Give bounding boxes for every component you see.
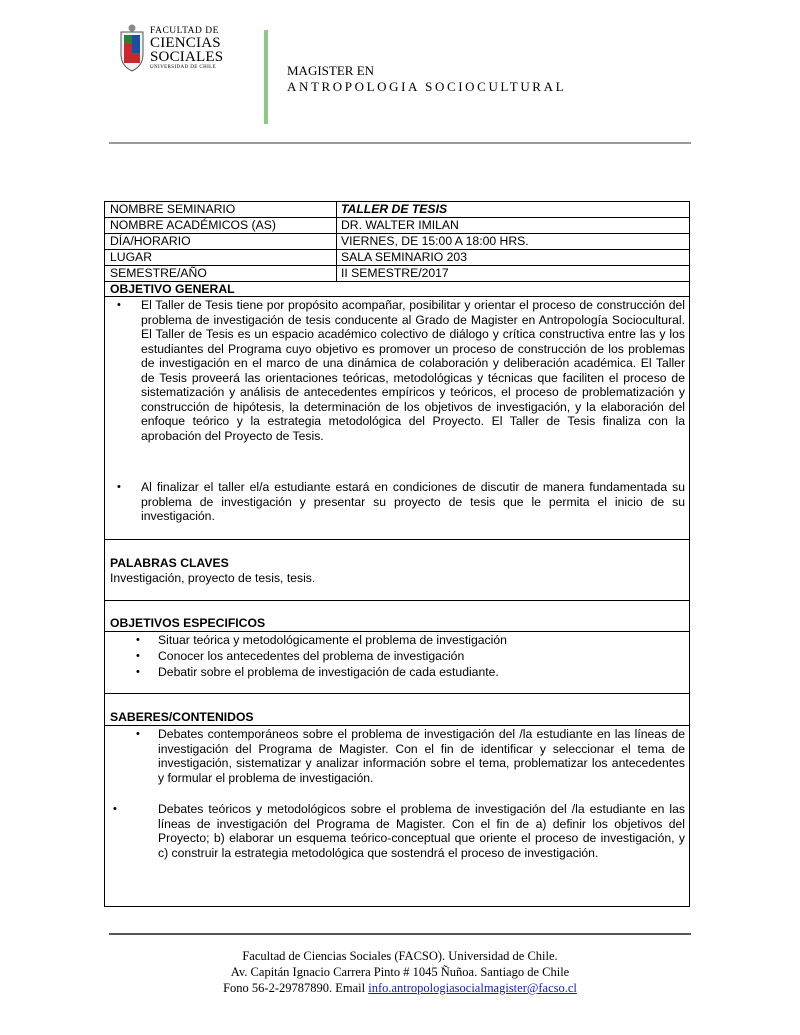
objetivos-especificos-heading: OBJETIVOS ESPECIFICOS: [110, 616, 266, 630]
program-line-2: ANTROPOLOGIA SOCIOCULTURAL: [287, 79, 567, 94]
info-value: VIERNES, DE 15:00 A 18:00 HRS.: [341, 234, 529, 248]
program-line-1: MAGISTER EN: [287, 63, 375, 78]
university-shield-icon: [118, 24, 146, 72]
program-title: [287, 63, 566, 95]
info-row-seminario: [105, 202, 689, 218]
objetivo-especifico-item: Situar teórica y metodológicamente el problema de investigación: [158, 633, 507, 647]
objetivo-general-text: El Taller de Tesis tiene por propósito acompañar, posibilitar y orientar el proceso de construcción del problema de investigación de tesis conducente al Grado de Magister en Antropología Sociocultural. El Taller de Tesis es un espacio académico colectivo de diálogo y crítica constructiva entre las y los estudiantes del Programa cuyo objetivo es promover un proceso de construcción de los problemas de investigación en el marco de una dinámica de colaboración y deliberación académica. El Taller de Tesis proveerá las orientaciones teóricas, metodológicas y técnicas que faciliten el proceso de sistematización y análisis de antecedentes empíricos y teóricos, el proceso de problematización y construcción de hipótesis, la determinación de los objetivos de investigación, y la elaboración del enfoque teórico y la estrategia metodológica del Proyecto. El Taller de Tesis finaliza con la aprobación del Proyecto de Tesis.: [141, 298, 685, 443]
footer-line-2: Av. Capitán Ignacio Carrera Pinto # 1045 Ñuñoa. Santiago de Chile: [230, 965, 570, 979]
info-label: LUGAR: [110, 250, 152, 264]
bullet-icon: •: [113, 803, 117, 815]
objetivo-general-text: Al finalizar el taller el/a estudiante estará en condiciones de discutir de manera fundamentada su problema de investigación y presentar su proyecto de tesis que le permita el inicio de su investigación.: [141, 480, 685, 523]
info-value: TALLER DE TESIS: [341, 202, 448, 216]
email-link[interactable]: info.antropologiasocialmagister@facso.cl: [368, 981, 577, 995]
info-row-semestre: [105, 266, 689, 282]
syllabus-table: [104, 201, 690, 907]
info-row-lugar: [105, 250, 689, 266]
bullet-icon: •: [136, 666, 140, 678]
faculty-logo: [118, 24, 228, 74]
header-rule: [109, 142, 691, 144]
palabras-claves-text: Investigación, proyecto de tesis, tesis.: [110, 571, 316, 585]
footer-line-1: Facultad de Ciencias Sociales (FACSO). Universidad de Chile.: [242, 949, 558, 963]
saberes-item: Debates teóricos y metodológicos sobre el problema de investigación del /la estudiante en las líneas de investigación del Programa de Magister. Con el fin de a) definir los objetivos del Proyecto; b) elaborar un esquema teórico-conceptual que oriente el proceso de investigación, y c) construir la estrategia metodológica que sostendrá el proceso de investigación.: [158, 802, 685, 860]
logo-line-1: FACULTAD DE: [150, 26, 219, 36]
info-label: NOMBRE SEMINARIO: [110, 202, 236, 216]
logo-line-4: UNIVERSIDAD DE CHILE: [150, 65, 217, 70]
footer-line-3: [0, 980, 800, 996]
bullet-icon: •: [117, 299, 121, 311]
info-row-horario: [105, 234, 689, 250]
objetivo-especifico-item: Conocer los antecedentes del problema de investigación: [158, 649, 465, 663]
info-label: SEMESTRE/AÑO: [110, 266, 207, 280]
bullet-icon: •: [136, 650, 140, 662]
info-label: DÍA/HORARIO: [110, 234, 191, 248]
footer-phone: Fono 56-2-29787890. Email: [223, 981, 366, 995]
info-row-academicos: [105, 218, 689, 234]
saberes-heading: SABERES/CONTENIDOS: [110, 710, 254, 724]
logo-line-3: SOCIALES: [150, 49, 224, 65]
info-value: II SEMESTRE/2017: [341, 266, 449, 280]
palabras-claves-heading: PALABRAS CLAVES: [110, 556, 229, 570]
header-divider: [264, 30, 268, 124]
bullet-icon: •: [117, 481, 121, 493]
objetivo-general-heading: OBJETIVO GENERAL: [110, 282, 235, 296]
logo-line-2: CIENCIAS: [150, 35, 221, 51]
info-value: SALA SEMINARIO 203: [341, 250, 467, 264]
info-label: NOMBRE ACADÉMICOS (AS): [110, 218, 276, 232]
objetivo-especifico-item: Debatir sobre el problema de investigación de cada estudiante.: [158, 665, 499, 679]
bullet-icon: •: [136, 728, 140, 740]
bullet-icon: •: [136, 634, 140, 646]
footer-rule: [109, 933, 691, 935]
footer: [0, 948, 800, 996]
info-value: DR. WALTER IMILAN: [341, 218, 459, 232]
saberes-item: Debates contemporáneos sobre el problema de investigación del /la estudiante en las líneas de investigación del Programa de Magister. Con el fin de identificar y seleccionar el tema de investigación, sistematizar y analizar información sobre el tema, problematizar los antecedentes y formular el problema de investigación.: [158, 727, 685, 785]
